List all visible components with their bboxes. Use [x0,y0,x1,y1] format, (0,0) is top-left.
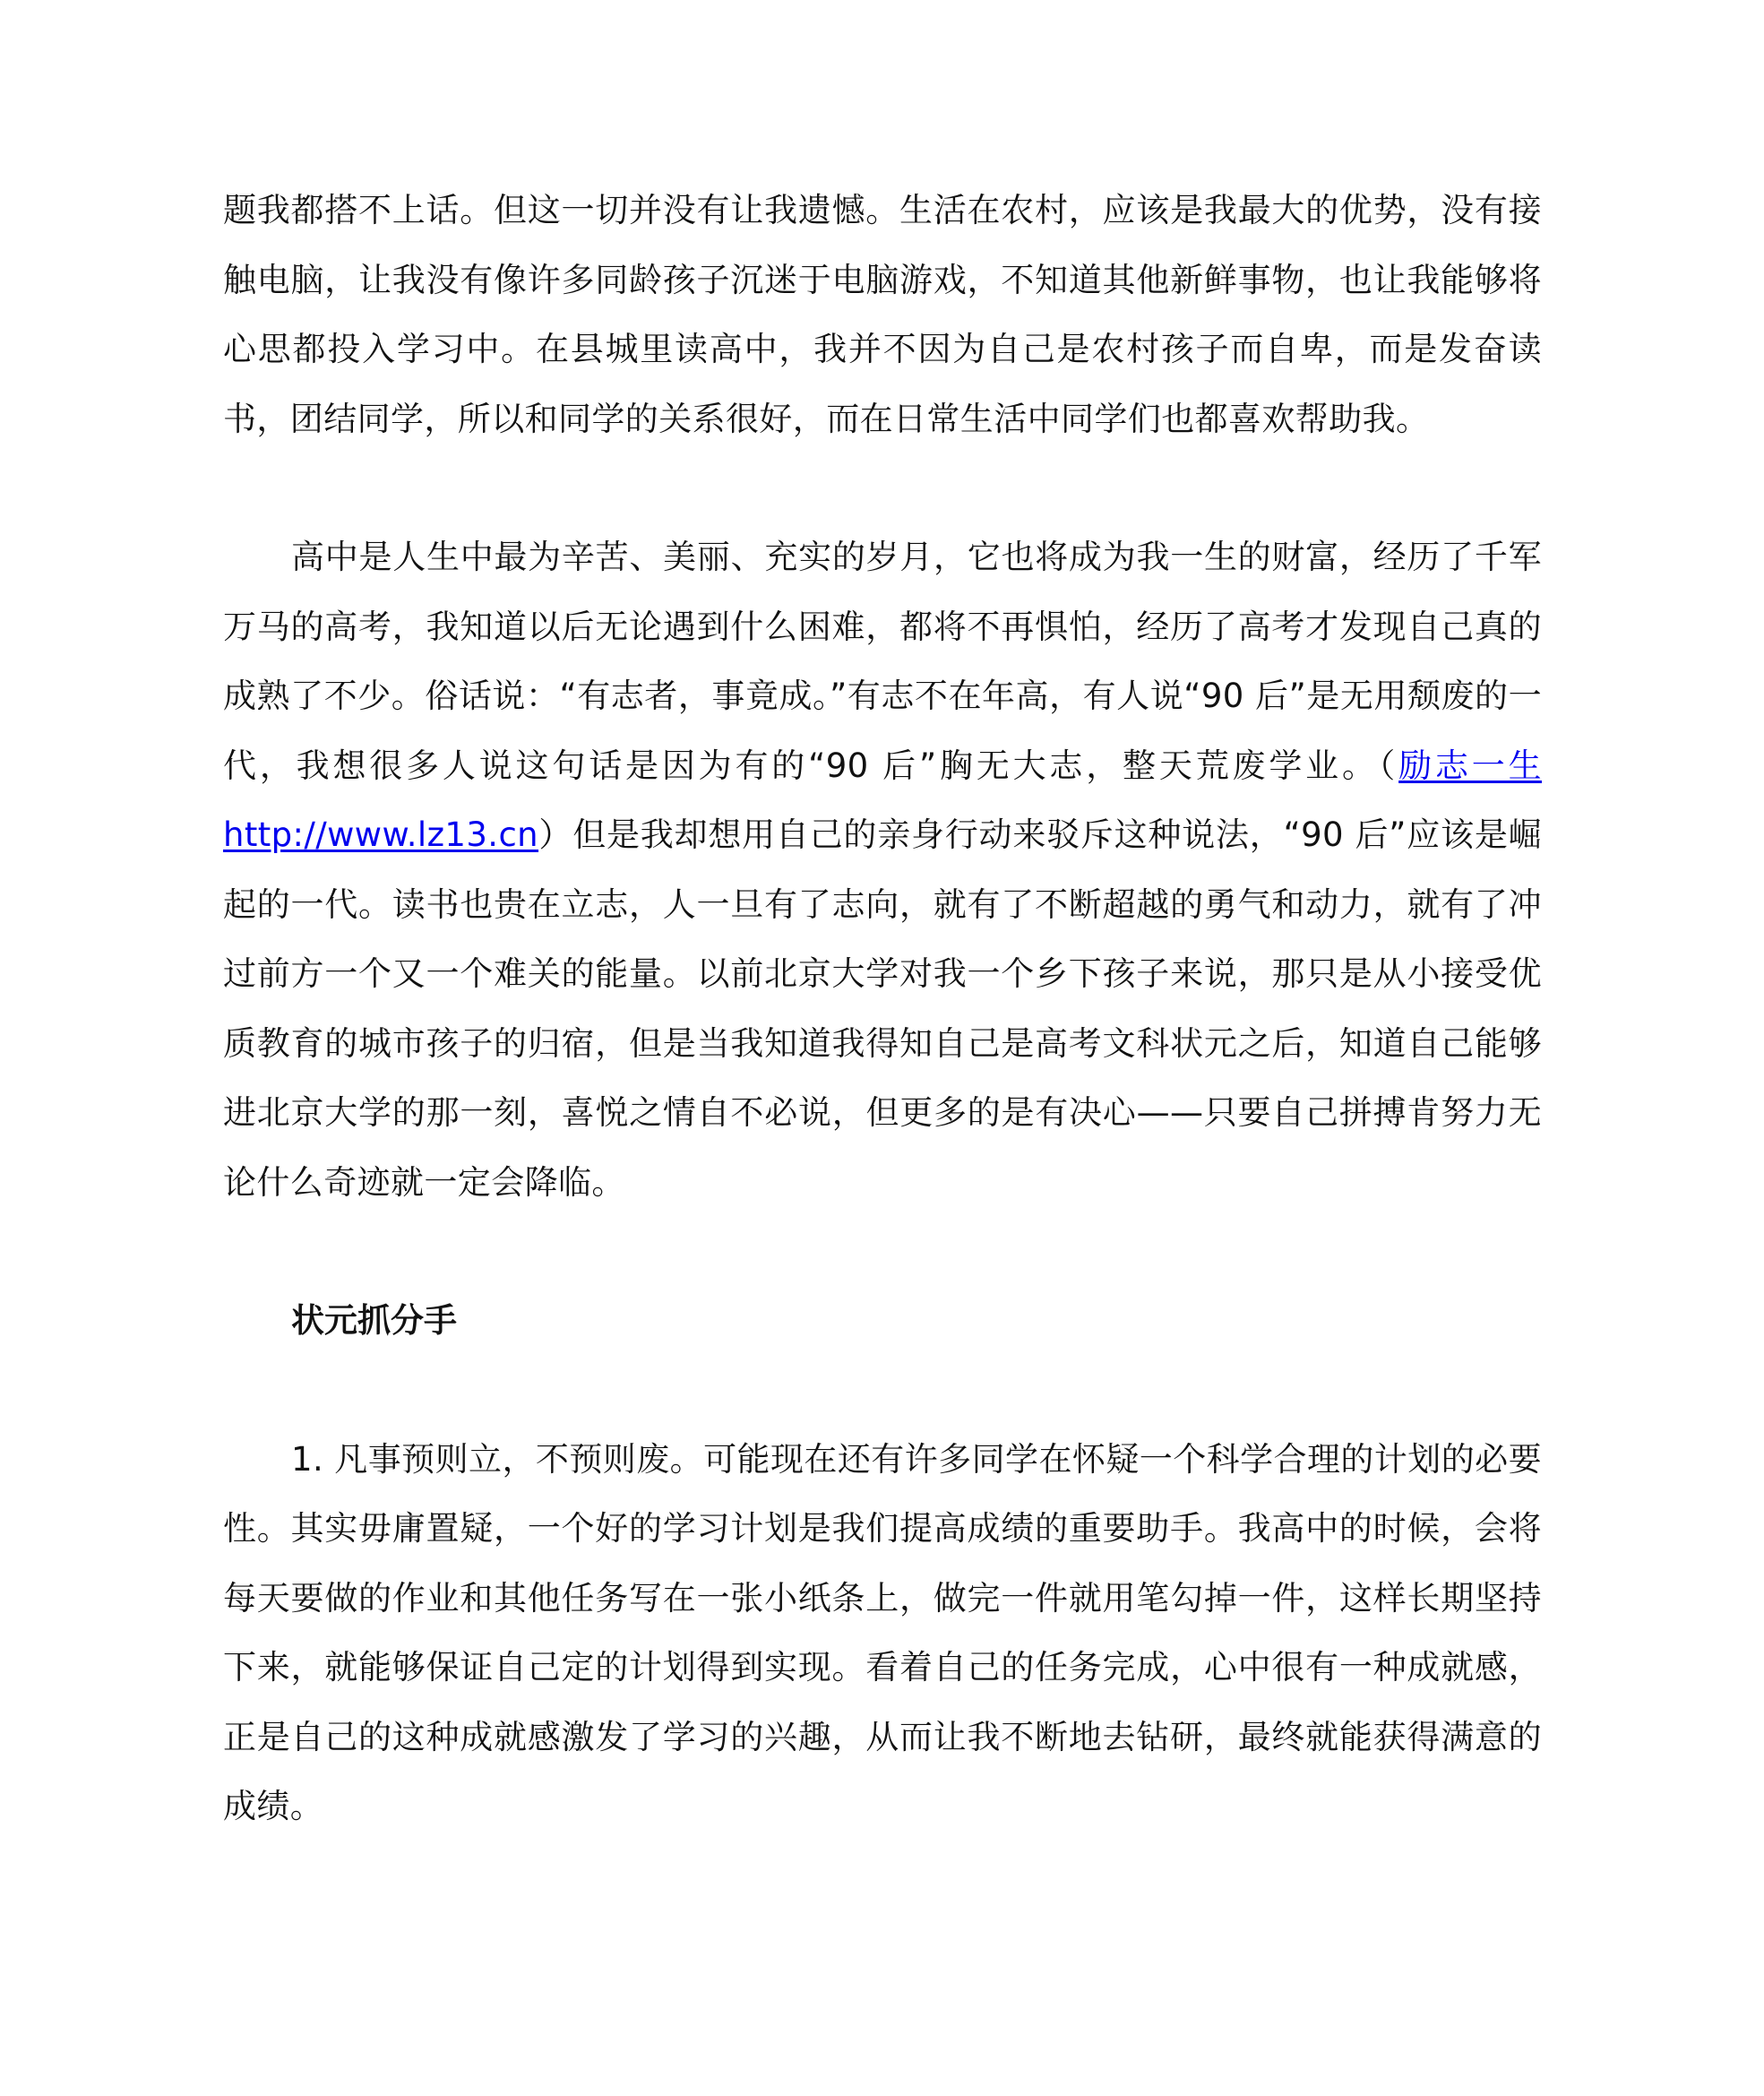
section-heading: 状元抓分手 [291,1301,457,1340]
paragraph-text-before-link: 高中是人生中最为辛苦、美丽、充实的岁月，它也将成为我一生的财富，经历了千军万马的高考，我知道以后无论遇到什么困难，都将不再惧怕，经历了高考才发现自己真的成熟了不少。俗话说：“有志者，事竟成。”有志不在年高，有人说“90 后”是无用颓废的一代，我想很多人说这句话是因为有的“90 后”胸无大志，整天荒废学业。（ [223,538,1542,785]
document-body [223,176,1542,1842]
paragraph-continuation: 题我都搭不上话。但这一切并没有让我遗憾。生活在农村，应该是我最大的优势，没有接触电脑，让我没有像许多同龄孩子沉迷于电脑游戏，不知道其他新鲜事物，也让我能够将心思都投入学习中。在县城里读高中，我并不因为自己是农村孩子而自卑，而是发奋读书，团结同学，所以和同学的关系很好，而在日常生活中同学们也都喜欢帮助我。 [223,191,1542,438]
paragraph-spacer [223,453,1542,522]
paragraph-spacer [223,1217,1542,1286]
paragraph-tip-1: 1. 凡事预则立，不预则废。可能现在还有许多同学在怀疑一个科学合理的计划的必要性。其实毋庸置疑，一个好的学习计划是我们提高成绩的重要助手。我高中的时候，会将每天要做的作业和其他任务写在一张小纸条上，做完一件就用笔勾掉一件，这样长期坚持下来，就能够保证自己定的计划得到实现。看着自己的任务完成，心中很有一种成就感，正是自己的这种成就感激发了学习的兴趣，从而让我不断地去钻研，最终就能获得满意的成绩。 [223,1439,1542,1825]
paragraph-text-after-link: ）但是我却想用自己的亲身行动来驳斥这种说法，“90 后”应该是崛起的一代。读书也贵在立志，人一旦有了志向，就有了不断超越的勇气和动力，就有了冲过前方一个又一个难关的能量。以前北京大学对我一个乡下孩子来说，那只是从小接受优质教育的城市孩子的归宿，但是当我知道我得知自己是高考文科状元之后，知道自己能够进北京大学的那一刻，喜悦之情自不必说，但更多的是有决心——只要自己拼搏肯努力无论什么奇迹就一定会降临。 [223,815,1542,1202]
paragraph-high-school [223,522,1542,1217]
lz13-link[interactable]: 励志一生 http://www.lz13.cn [223,746,1542,854]
paragraph-spacer [223,1356,1542,1425]
